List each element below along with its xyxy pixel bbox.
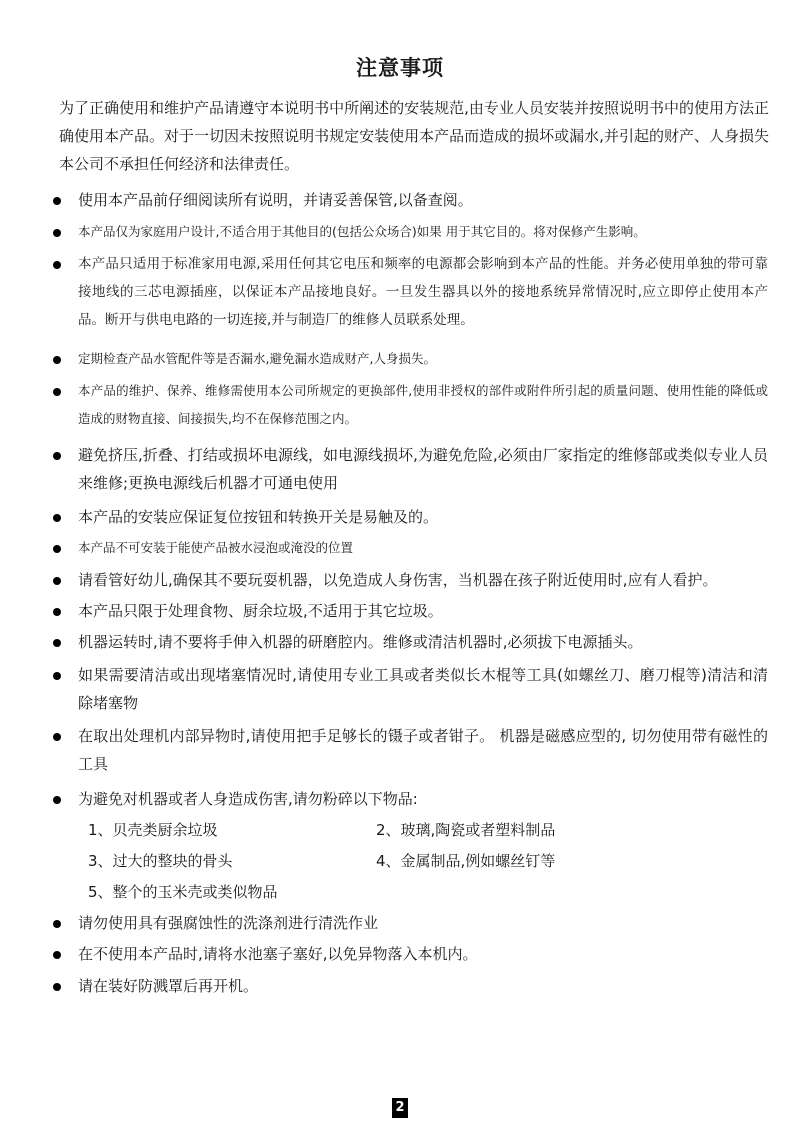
sub-item: 2、玻璃,陶瓷或者塑料制品: [376, 821, 556, 839]
notice-item: 避免挤压,折叠、打结或损坏电源线，如电源线损坏,为避免危险,必须由厂家指定的维修部或类似专业人员来维修;更换电源线后机器才可通电使用: [78, 441, 768, 497]
notice-item: 本产品的维护、保养、维修需使用本公司所规定的更换部件,使用非授权的部件或附件所引起的质量问题、使用性能的降低或造成的财物直接、间接损失,均不在保修范围之内。: [78, 377, 768, 433]
sub-item: 3、过大的整块的骨头: [88, 852, 233, 870]
notice-item: 使用本产品前仔细阅读所有说明，并请妥善保管,以备查阅。: [78, 186, 768, 214]
notice-item: 在取出处理机内部异物时,请使用把手足够长的镊子或者钳子。 机器是磁感应型的, 切勿使用带有磁性的工具: [78, 722, 768, 778]
notice-item: 在不使用本产品时,请将水池塞子塞好,以免异物落入本机内。: [78, 940, 768, 968]
intro-paragraph: 为了正确使用和维护产品请遵守本说明书中所阐述的安装规范,由专业人员安装并按照说明书中的使用方法正确使用本产品。对于一切因未按照说明书规定安装使用本产品而造成的损坏或漏水,并引起的财产、人身损失本公司不承担任何经济和法律责任。: [59, 99, 769, 173]
notice-item: 本产品只适用于标准家用电源,采用任何其它电压和频率的电源都会影响到本产品的性能。并务必使用单独的带可靠接地线的三芯电源插座，以保证本产品接地良好。一旦发生器具以外的接地系统异常情况时,应立即停止使用本产品。断开与供电电路的一切连接,并与制造厂的维修人员联系处理。: [78, 250, 768, 334]
notice-item: 请在装好防溅罩后再开机。: [78, 972, 768, 1000]
notice-item: 如果需要清洁或出现堵塞情况时,请使用专业工具或者类似长木棍等工具(如螺丝刀、磨刀棍等)清洁和清除堵塞物: [78, 661, 768, 717]
notice-item: 请勿使用具有强腐蚀性的洗涤剂进行清洗作业: [78, 909, 768, 937]
page-title: 注意事项: [356, 56, 444, 80]
sub-item: 4、金属制品,例如螺丝钉等: [376, 852, 556, 870]
notice-item: 请看管好幼儿,确保其不要玩耍机器，以免造成人身伤害，当机器在孩子附近使用时,应有人看护。: [78, 566, 768, 594]
sub-item: 5、整个的玉米壳或类似物品: [88, 883, 278, 901]
notice-item: 本产品不可安装于能使产品被水浸泡或淹没的位置: [78, 534, 768, 562]
notice-item: 定期检查产品水管配件等是否漏水,避免漏水造成财产,人身损失。: [78, 345, 768, 373]
notice-item: 本产品只限于处理食物、厨余垃圾,不适用于其它垃圾。: [78, 597, 768, 625]
notice-item: 为避免对机器或者人身造成伤害,请勿粉碎以下物品:: [78, 785, 768, 813]
notice-item: 机器运转时,请不要将手伸入机器的研磨腔内。维修或清洁机器时,必须拔下电源插头。: [78, 628, 768, 656]
notice-item: 本产品仅为家庭用户设计,不适合用于其他目的(包括公众场合)如果 用于其它目的。将对保修产生影响。: [78, 218, 768, 246]
page-number: 2: [392, 1098, 408, 1118]
sub-item: 1、贝壳类厨余垃圾: [88, 821, 218, 839]
notice-item: 本产品的安装应保证复位按钮和转换开关是易触及的。: [78, 503, 768, 531]
